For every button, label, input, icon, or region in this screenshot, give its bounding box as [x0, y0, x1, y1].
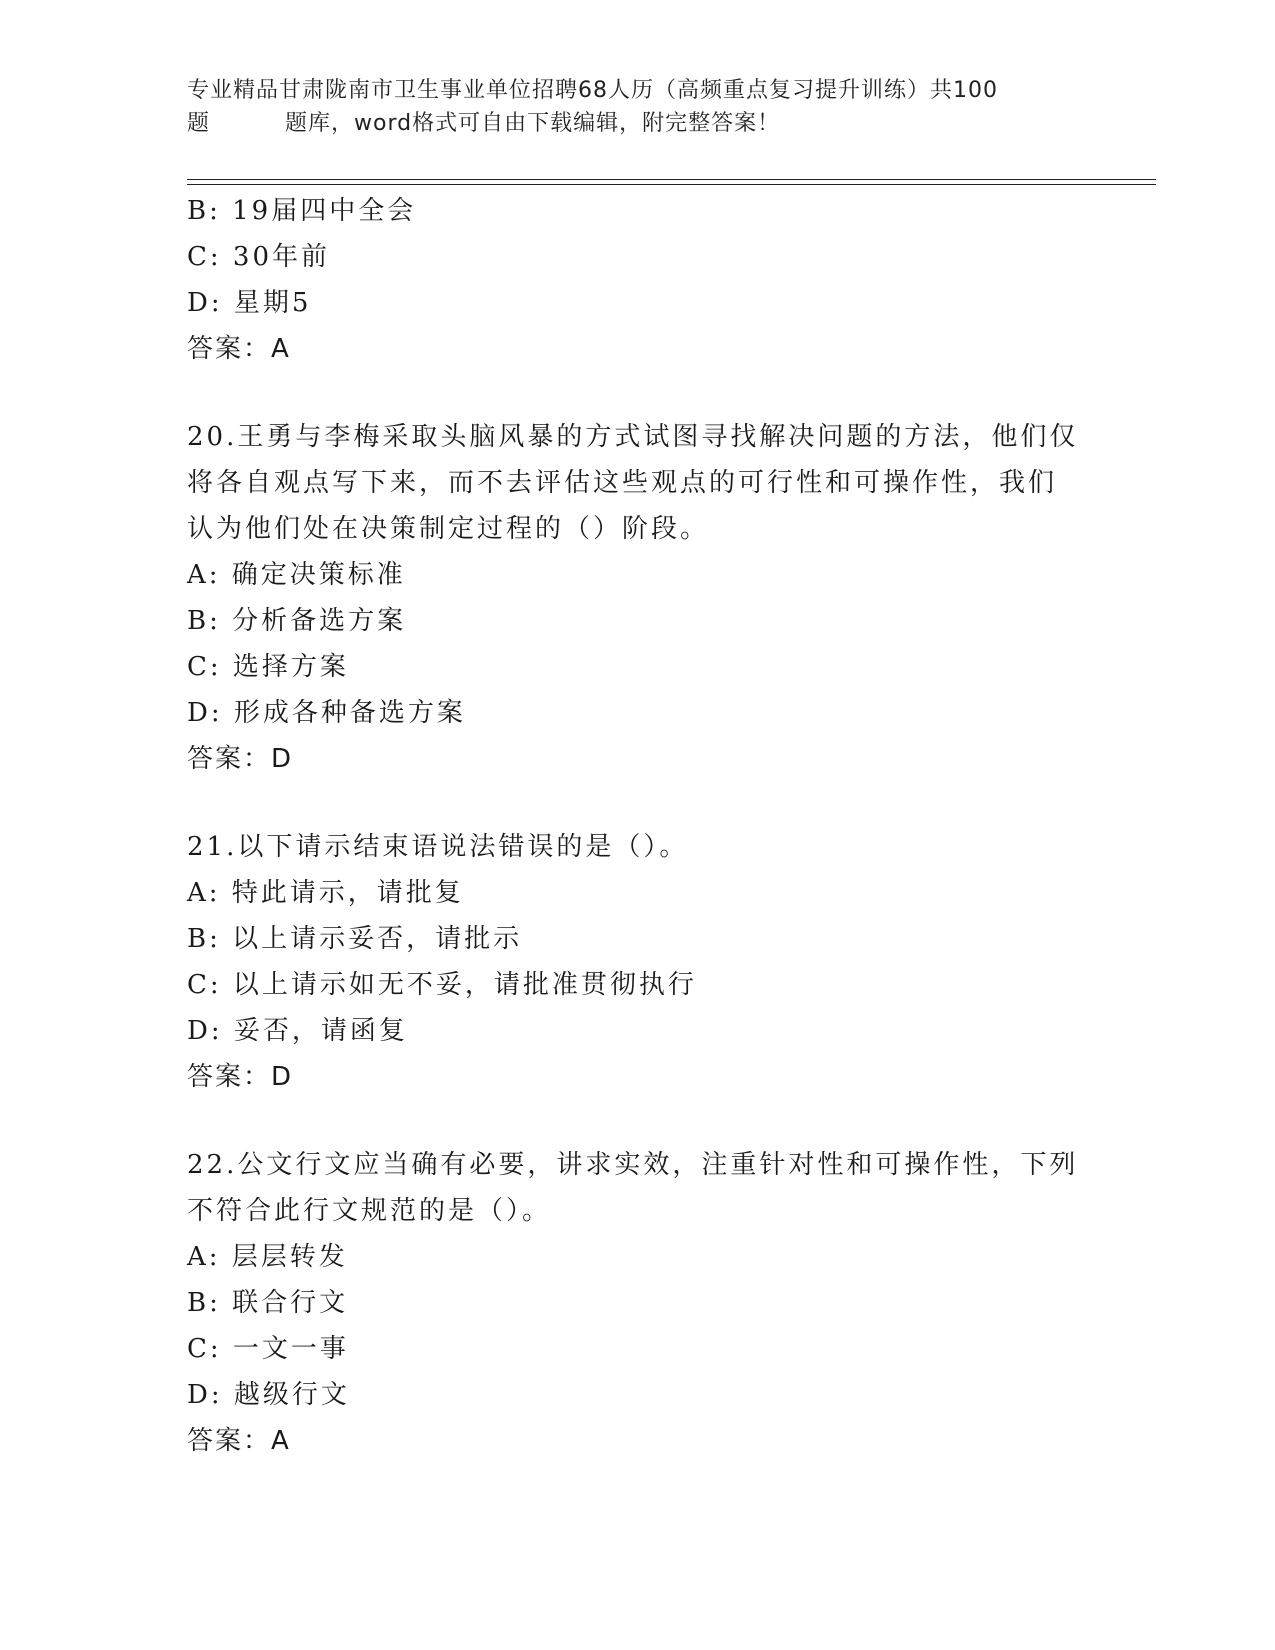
option-b: B: 19届四中全会	[187, 196, 417, 226]
question-19-tail	[187, 188, 1087, 372]
spacer	[187, 372, 1087, 414]
answer-line: 答案：A	[187, 334, 291, 364]
header-subtitle: 题库，word格式可自由下载编辑，附完整答案！	[285, 111, 781, 136]
question-list	[187, 188, 1087, 1464]
option-a: A: 确定决策标准	[187, 560, 406, 590]
option-a: A: 特此请示，请批复	[187, 878, 464, 908]
page-header	[187, 74, 1087, 140]
answer-line: 答案：D	[187, 744, 294, 774]
option-b: B: 分析备选方案	[187, 606, 407, 636]
answer-line: 答案：D	[187, 1062, 294, 1092]
option-c: C: 30年前	[187, 242, 331, 272]
option-d: D: 越级行文	[187, 1380, 350, 1410]
question-20	[187, 414, 1087, 782]
question-text-line: 21.以下请示结束语说法错误的是（）。	[187, 832, 689, 862]
question-text-line: 22.公文行文应当确有必要，讲求实效，注重针对性和可操作性，下列	[187, 1150, 1079, 1180]
question-text-line: 认为他们处在决策制定过程的（）阶段。	[187, 514, 710, 544]
option-c: C: 以上请示如无不妥，请批准贯彻执行	[187, 970, 697, 1000]
question-21	[187, 824, 1087, 1100]
option-b: B: 以上请示妥否，请批示	[187, 924, 523, 954]
option-a: A: 层层转发	[187, 1242, 348, 1272]
question-text-line: 不符合此行文规范的是（）。	[187, 1196, 552, 1226]
header-tag: 题	[187, 111, 211, 136]
option-b: B: 联合行文	[187, 1288, 349, 1318]
question-text-line: 将各自观点写下来，而不去评估这些观点的可行性和可操作性，我们	[187, 468, 1058, 498]
spacer	[187, 1100, 1087, 1142]
option-d: D: 妥否，请函复	[187, 1016, 408, 1046]
question-22	[187, 1142, 1087, 1464]
answer-line: 答案：A	[187, 1426, 291, 1456]
option-d: D: 形成各种备选方案	[187, 698, 466, 728]
option-c: C: 一文一事	[187, 1334, 349, 1364]
option-d: D: 星期5	[187, 288, 312, 318]
header-title-line1: 专业精品甘肃陇南市卫生事业单位招聘68人历（高频重点复习提升训练）共100	[187, 78, 998, 103]
header-title-line2	[187, 107, 1087, 140]
header-divider-bottom	[187, 184, 1156, 185]
header-divider-top	[187, 179, 1156, 180]
question-text-line: 20.王勇与李梅采取头脑风暴的方式试图寻找解决问题的方法，他们仅	[187, 422, 1079, 452]
spacer	[187, 782, 1087, 824]
option-c: C: 选择方案	[187, 652, 349, 682]
